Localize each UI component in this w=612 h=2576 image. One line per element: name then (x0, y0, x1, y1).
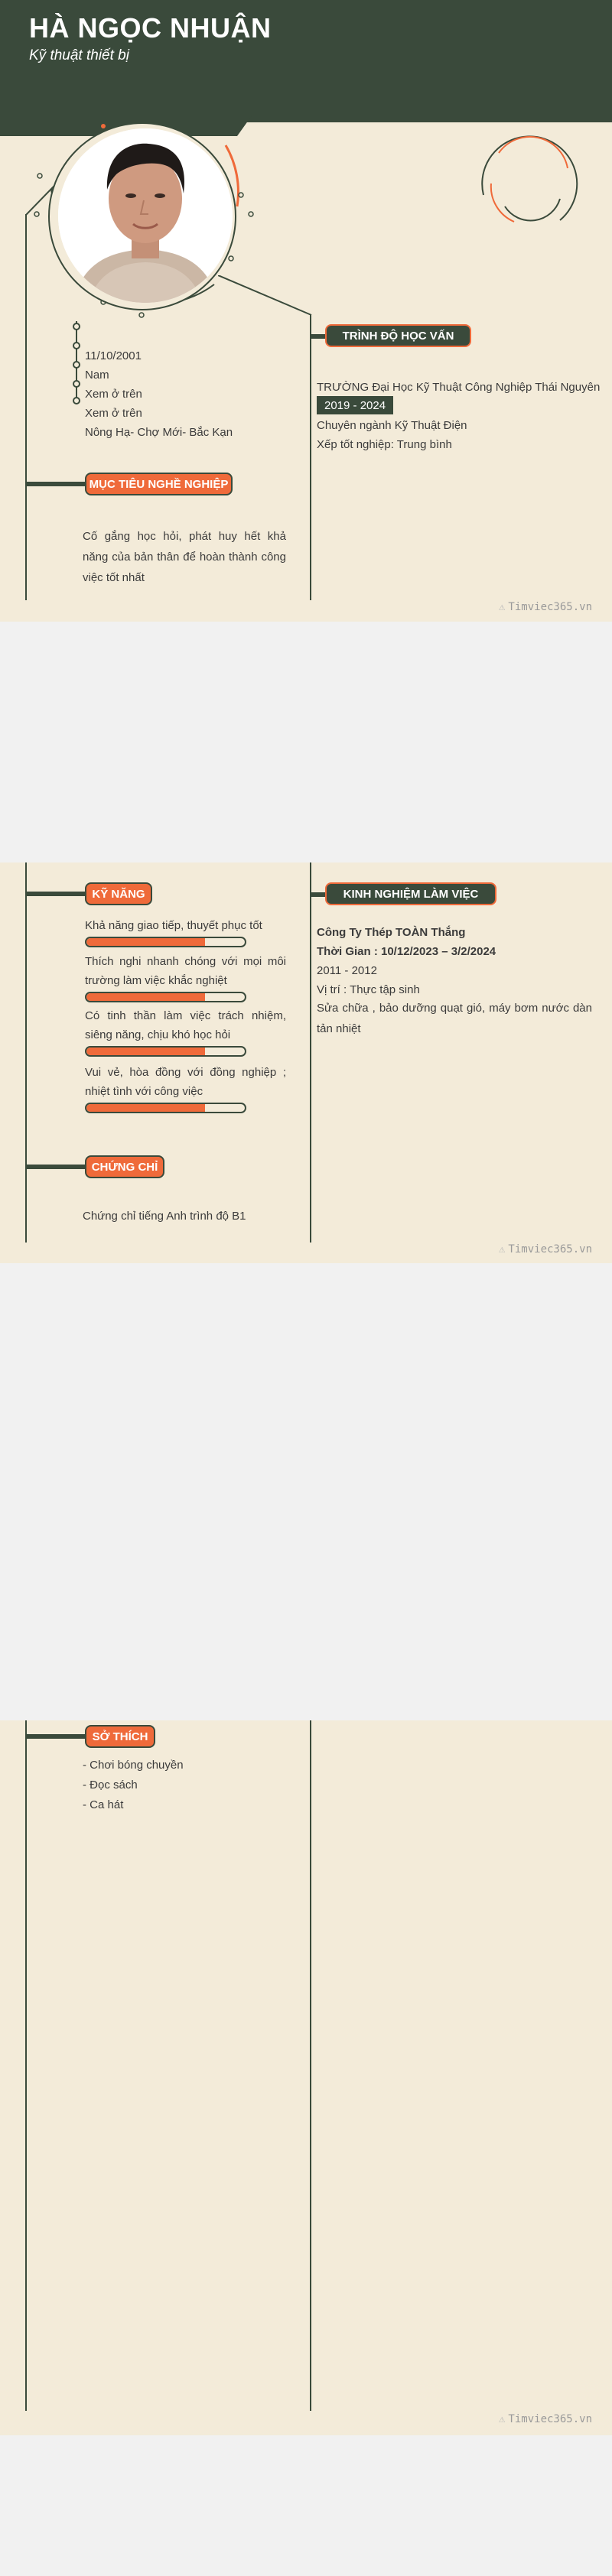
skill-bar-fill (86, 1048, 205, 1055)
skill-bar-fill (86, 938, 205, 946)
skill-label: Có tinh thần làm việc trách nhiệm, siêng năng, chịu khó học hỏi (85, 1009, 286, 1041)
avatar (58, 128, 233, 303)
skill-bar (85, 1046, 246, 1057)
certificates-heading: CHỨNG CHỈ (85, 1155, 164, 1178)
hobby-item: - Chơi bóng chuyền (83, 1759, 184, 1772)
hobbies-connector (25, 1734, 86, 1739)
cv-page-1 (0, 0, 612, 622)
cv-page-3 (0, 1720, 612, 2435)
warning-icon: ⚠ (498, 2413, 506, 2425)
gender-value: Nam (85, 369, 109, 382)
skill-bar (85, 1103, 246, 1113)
education-connector (310, 334, 327, 339)
left-timeline-line (25, 862, 27, 1243)
skill-bar (85, 992, 246, 1002)
skill-bar-fill (86, 993, 205, 1001)
experience-description: Sửa chữa , bảo dưỡng quạt gió, máy bơm nước dàn tản nhiệt (317, 1002, 592, 1035)
experience-heading: KINH NGHIỆM LÀM VIỆC (325, 882, 496, 905)
info-timeline (69, 321, 84, 405)
center-divider (310, 862, 311, 1243)
hobby-item: - Ca hát (83, 1798, 124, 1811)
education-school: TRƯỜNG Đại Học Kỹ Thuật Công Nghiệp Thái Nguyên (317, 381, 601, 394)
experience-period: Thời Gian : 10/12/2023 – 3/2/2024 (317, 945, 496, 958)
left-timeline-line (25, 1720, 27, 2411)
candidate-name: HÀ NGỌC NHUẬN (29, 12, 272, 44)
warning-icon: ⚠ (498, 1243, 506, 1256)
skill-label: Vui vẻ, hòa đồng với đồng nghiệp ; nhiệt tình với công việc (85, 1066, 286, 1098)
warning-icon: ⚠ (498, 601, 506, 613)
objective-connector (25, 482, 86, 486)
candidate-role: Kỹ thuật thiết bị (29, 47, 129, 63)
skills-connector (25, 892, 86, 896)
experience-connector (310, 892, 327, 897)
skills-heading: KỸ NĂNG (85, 882, 152, 905)
skill-label: Khả năng giao tiếp, thuyết phục tốt (85, 919, 262, 932)
address-value: Nông Hạ- Chợ Mới- Bắc Kạn (85, 426, 233, 439)
email-value: Xem ở trên (85, 407, 142, 420)
education-grade: Xếp tốt nghiệp: Trung bình (317, 438, 452, 451)
dob-value: 11/10/2001 (85, 349, 142, 362)
education-years: 2019 - 2024 (317, 396, 393, 414)
education-major: Chuyên ngành Kỹ Thuật Điện (317, 419, 467, 432)
left-timeline-line (25, 214, 27, 600)
hobby-item: - Đọc sách (83, 1779, 138, 1792)
objective-heading: MỤC TIÊU NGHỀ NGHIỆP (85, 473, 233, 495)
objective-text: Cố gắng học hỏi, phát huy hết khả năng của bản thân để hoàn thành công việc tốt nhất (83, 530, 286, 584)
experience-years: 2011 - 2012 (317, 964, 377, 977)
skill-label: Thích nghi nhanh chóng với mọi môi trường làm việc khắc nghiệt (85, 955, 286, 987)
decor-circles-icon (468, 122, 591, 245)
watermark: ⚠ Timviec365.vn (498, 2413, 592, 2425)
education-heading: TRÌNH ĐỘ HỌC VẤN (325, 324, 471, 347)
phone-value: Xem ở trên (85, 388, 142, 401)
certificates-text: Chứng chỉ tiếng Anh trình độ B1 (83, 1210, 246, 1223)
certificates-connector (25, 1165, 86, 1169)
skill-bar (85, 937, 246, 947)
experience-company: Công Ty Thép TOÀN Thắng (317, 926, 466, 939)
skill-bar-fill (86, 1104, 205, 1112)
center-divider (310, 315, 311, 600)
center-divider (310, 1720, 311, 2411)
cv-page-2 (0, 862, 612, 1263)
watermark: ⚠ Timviec365.vn (498, 601, 592, 613)
watermark: ⚠ Timviec365.vn (498, 1243, 592, 1256)
experience-position: Vị trí : Thực tập sinh (317, 983, 420, 996)
hobbies-heading: SỞ THÍCH (85, 1725, 155, 1748)
